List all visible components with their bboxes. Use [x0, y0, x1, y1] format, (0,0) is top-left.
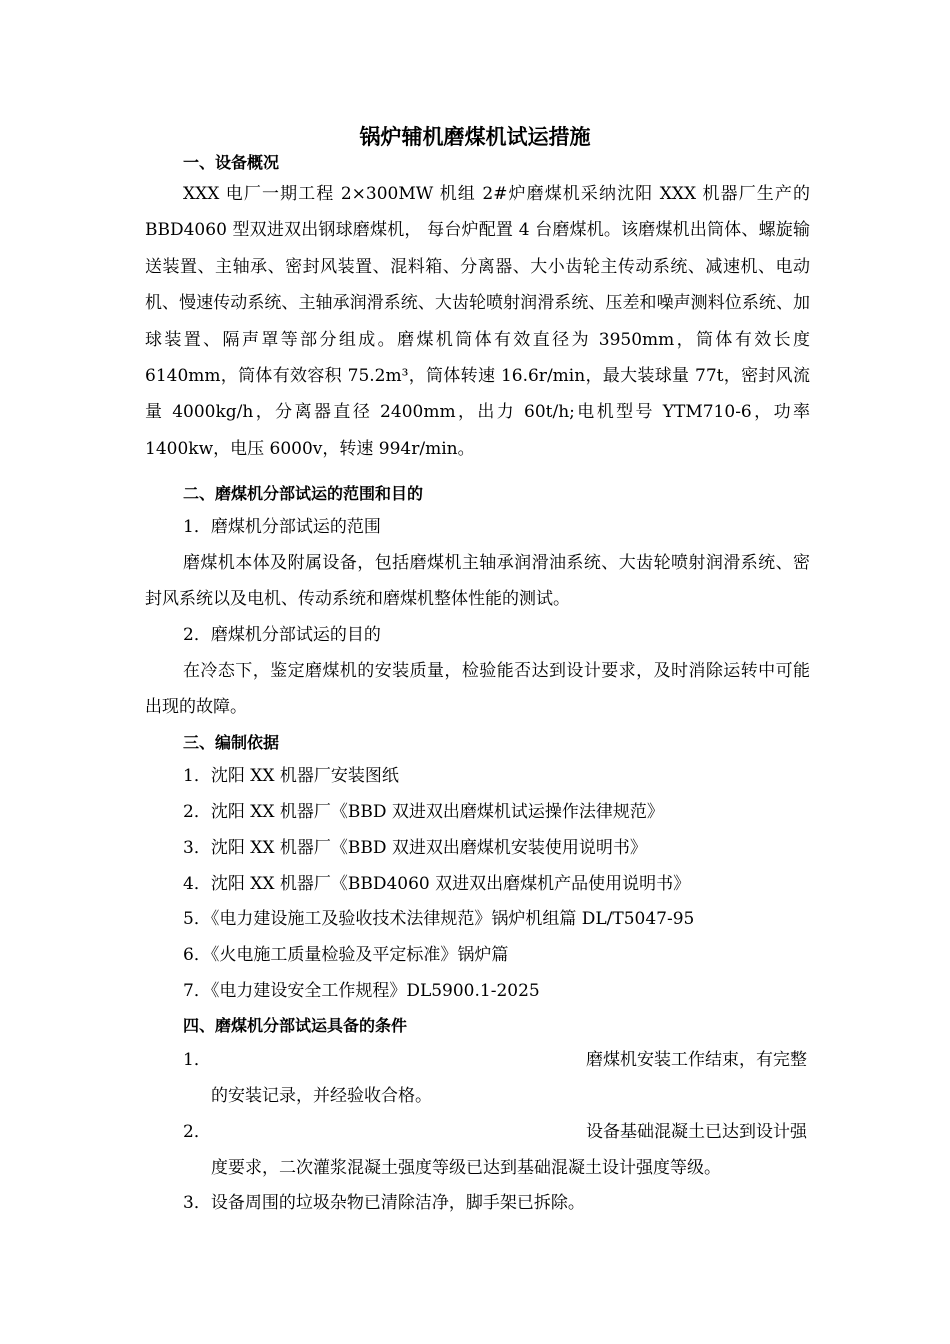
reference-item: 5．《电力建设施工及验收技术法律规范》锅炉机组篇 DL/T5047-95 [183, 909, 695, 929]
condition-item-2-number: 2． [183, 1122, 211, 1142]
section-2-sub2-text: 在冷态下，鉴定磨煤机的安装质量，检验能否达到设计要求，及时消除运转中可能出现的故障。 [145, 661, 810, 718]
section-2-sub1-text: 磨煤机本体及附属设备，包括磨煤机主轴承润滑油系统、大齿轮喷射润滑系统、密封风系统以及电机、传动系统和磨煤机整体性能的测试。 [145, 553, 810, 610]
section-2-heading: 二、磨煤机分部试运的范围和目的 [183, 484, 424, 503]
section-2-sub2-title: 2．磨煤机分部试运的目的 [183, 625, 381, 645]
section-2-sub1-title: 1．磨煤机分部试运的范围 [183, 517, 381, 537]
condition-item-1-continuation: 的安装记录，并经验收合格。 [211, 1086, 432, 1106]
condition-item-1-number: 1． [183, 1050, 211, 1070]
reference-item: 2．沈阳 XX 机器厂《BBD 双进双出磨煤机试运操作法律规范》 [183, 802, 664, 822]
condition-item-2-continuation: 度要求，二次灌浆混凝土强度等级已达到基础混凝土设计强度等级。 [211, 1158, 721, 1178]
reference-item: 4．沈阳 XX 机器厂《BBD4060 双进双出磨煤机产品使用说明书》 [183, 874, 691, 894]
reference-item: 1．沈阳 XX 机器厂安装图纸 [183, 766, 399, 786]
section-1-paragraph: XXX 电厂一期工程 2×300MW 机组 2#炉磨煤机采纳沈阳 XXX 机器厂生产的 BBD4060 型双进双出钢球磨煤机， 每台炉配置 4 台磨煤机。该磨煤机出筒体、螺旋输送装置、主轴承、密封风装置、混料箱、分离器、大小齿轮主传动系统、减速机、电动机、慢速传动系统、主轴承润滑系统、大齿轮喷射润滑系统、压差和噪声测料位系统、加球装置、隔声罩等部分组成。磨煤机筒体有效直径为 3950mm，筒体有效长度 6140mm，筒体有效容积 75.2m³，筒体转速 16.6r/min，最大装球量 77t，密封风流量 4000kg/h，分离器直径 2400mm，出力 60t/h;电机型号 YTM710-6，功率 1400kw，电压 6000v，转速 994r/min。 [145, 184, 810, 459]
reference-item: 6．《火电施工质量检验及平定标准》锅炉篇 [183, 945, 509, 965]
section-1-heading: 一、设备概况 [183, 153, 280, 172]
condition-item-1-text: 磨煤机安装工作结束，有完整 [586, 1050, 807, 1070]
section-4-heading: 四、磨煤机分部试运具备的条件 [183, 1016, 408, 1035]
condition-item-2-text: 设备基础混凝土已达到设计强 [586, 1122, 807, 1142]
reference-item: 3．沈阳 XX 机器厂《BBD 双进双出磨煤机安装使用说明书》 [183, 838, 647, 858]
section-3-heading: 三、编制依据 [183, 733, 280, 752]
condition-item-3: 3．设备周围的垃圾杂物已清除洁净，脚手架已拆除。 [183, 1193, 585, 1213]
reference-item: 7．《电力建设安全工作规程》DL5900.1-2025 [183, 981, 540, 1001]
document-title: 锅炉辅机磨煤机试运措施 [359, 125, 591, 149]
